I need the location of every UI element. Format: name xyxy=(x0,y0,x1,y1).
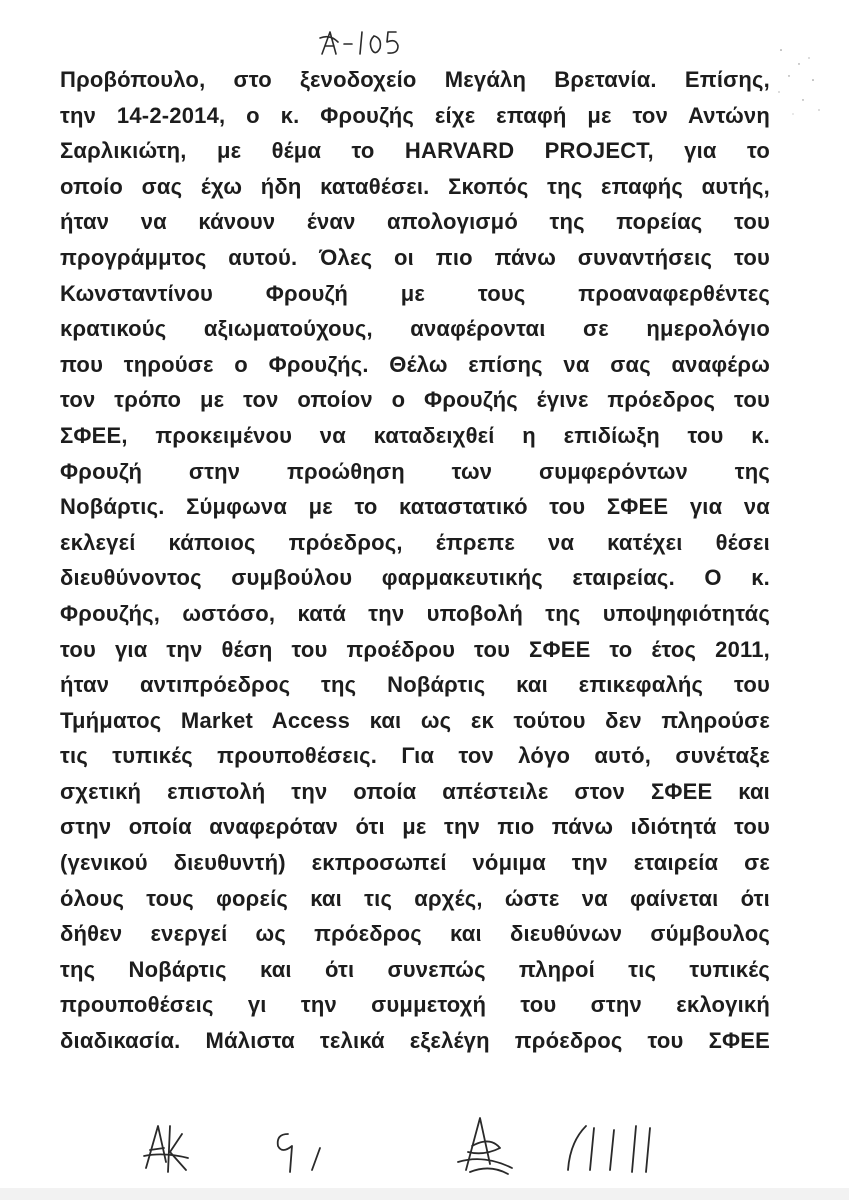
text-line: Νοβάρτις. Σύμφωνα με το καταστατικό του ΣΦΕΕ για να xyxy=(60,494,770,520)
text-line: του για την θέση του προέδρου του ΣΦΕΕ το έτος 2011, xyxy=(60,636,770,662)
text-line: προγράμμτος αυτού. Όλες οι πιο πάνω συναντήσεις του xyxy=(60,244,770,270)
text-line: οποίο σας έχω ήδη καταθέσει. Σκοπός της επαφής αυτής, xyxy=(60,173,770,199)
text-line: τον τρόπο με τον οποίον ο Φρουζής έγινε πρόεδρος του xyxy=(60,387,770,413)
text-line: Προβόπουλο, στο ξενοδοχείο Μεγάλη Βρετανία. Επίσης, xyxy=(60,67,770,92)
text-line: δήθεν ενεργεί ως πρόεδρος και διευθύνων σύμβουλος xyxy=(60,921,770,947)
signature-initials-ak xyxy=(140,1112,190,1182)
text-line: Φρουζής, ωστόσο, κατά την υποβολή της υποψηφιότητάς xyxy=(60,600,770,626)
text-line: σχετική επιστολή την οποία απέστειλε στον ΣΦΕΕ και xyxy=(60,778,770,804)
text-line: που τηρούσε ο Φρουζής. Θέλω επίσης να σας αναφέρω xyxy=(60,351,770,377)
text-line: διευθύνοντος συμβούλου φαρμακευτικής εταιρείας. Ο κ. xyxy=(60,565,770,591)
text-line: προυποθέσεις γι την συμμετοχή του στην εκλογική xyxy=(60,992,770,1018)
signature-slashes xyxy=(560,1112,660,1182)
text-line: την 14-2-2014, ο κ. Φρουζής είχε επαφή με τον Αντώνη xyxy=(60,102,770,128)
text-line: ήταν να κάνουν έναν απολογισμό της πορείας του xyxy=(60,209,770,235)
text-line: όλους τους φορείς και τις αρχές, ώστε να φαίνεται ότι xyxy=(60,885,770,911)
text-line: εκλεγεί κάποιος πρόεδρος, έπρεπε να κατέχει θέσει xyxy=(60,529,770,555)
text-line: Σαρλικιώτη, με θέμα το HARVARD PROJECT, για το xyxy=(60,138,770,164)
handwritten-page-annotation xyxy=(316,24,406,64)
scan-bottom-edge xyxy=(0,1188,849,1200)
text-line: Κωνσταντίνου Φρουζή με τους προαναφερθέντες xyxy=(60,280,770,306)
scan-specks xyxy=(769,40,829,120)
text-line: Φρουζή στην προώθηση των συμφερόντων της xyxy=(60,458,770,484)
text-line: Τμήματος Market Access και ως εκ τούτου δεν πληρούσε xyxy=(60,707,770,733)
text-line: της Νοβάρτις και ότι συνεπώς πληροί τις τυπικές xyxy=(60,956,770,982)
text-line: κρατικούς αξιωματούχους, αναφέρονται σε ημερολόγιο xyxy=(60,316,770,342)
text-line: (γενικού διευθυντή) εκπροσωπεί νόμιμα την εταιρεία σε xyxy=(60,850,770,876)
signature-scribble xyxy=(450,1112,520,1182)
text-line: διαδικασία. Μάλιστα τελικά εξελέγη πρόεδρος του ΣΦΕΕ xyxy=(60,1028,770,1054)
text-line: ΣΦΕΕ, προκειμένου να καταδειχθεί η επιδίωξη του κ. xyxy=(60,422,770,448)
text-line: τις τυπικές προυποθέσεις. Για τον λόγο αυτό, συνέταξε xyxy=(60,743,770,769)
signature-number-mark xyxy=(258,1112,338,1182)
text-line: ήταν αντιπρόεδρος της Νοβάρτις και επικεφαλής του xyxy=(60,672,770,698)
statement-body xyxy=(60,62,770,1059)
text-line: στην οποία αναφερόταν ότι με την πιο πάνω ιδιότητά του xyxy=(60,814,770,840)
